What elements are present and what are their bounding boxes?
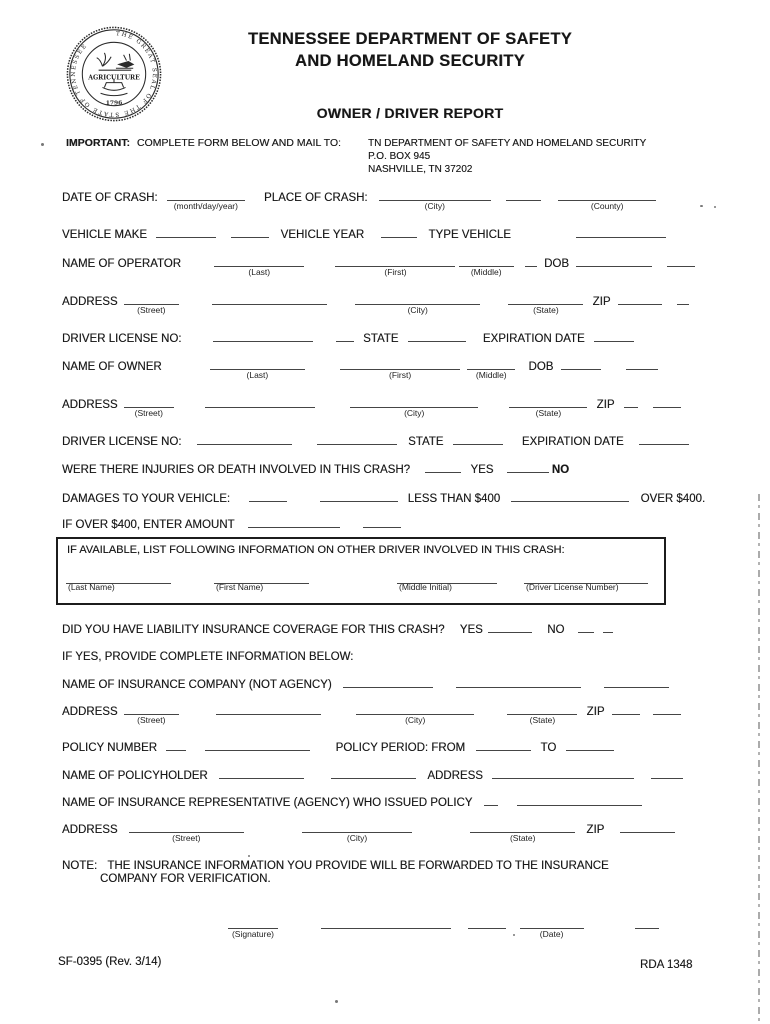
blank-line bbox=[129, 822, 244, 833]
address-label: ADDRESS bbox=[62, 824, 118, 836]
operator-middle-field bbox=[459, 256, 514, 277]
field-row-owner-license bbox=[62, 434, 689, 448]
field-row-insurance-rep bbox=[62, 795, 642, 809]
policyholder-label: NAME OF POLICYHOLDER bbox=[62, 770, 208, 782]
field-row-injuries bbox=[62, 462, 569, 476]
street-field bbox=[124, 704, 179, 725]
blank-line bbox=[302, 822, 412, 833]
if-yes-label: IF YES, PROVIDE COMPLETE INFORMATION BELOW: bbox=[62, 651, 354, 663]
blank-line bbox=[156, 227, 216, 238]
blank-line bbox=[197, 434, 292, 445]
field-row-owner-address bbox=[62, 397, 681, 418]
report-title: OWNER / DRIVER REPORT bbox=[316, 105, 504, 121]
mailing-instruction: COMPLETE FORM BELOW AND MAIL TO: bbox=[136, 137, 341, 149]
blank-line bbox=[612, 704, 640, 715]
policy-number-label: POLICY NUMBER bbox=[62, 742, 158, 754]
city-field bbox=[356, 704, 474, 725]
field-hint: (City) bbox=[424, 201, 445, 211]
to-label: TO bbox=[540, 742, 557, 754]
blank-line bbox=[317, 434, 397, 445]
address-label: ADDRESS bbox=[62, 296, 118, 308]
blank-line bbox=[525, 256, 537, 267]
field-row-owner bbox=[62, 359, 658, 380]
if-over-400-label: IF OVER $400, ENTER AMOUNT bbox=[62, 519, 235, 531]
page-title bbox=[185, 28, 635, 72]
street-field bbox=[124, 397, 174, 418]
blank-line bbox=[363, 517, 401, 528]
blank-line bbox=[624, 397, 638, 408]
address-label: ADDRESS bbox=[62, 706, 118, 718]
other-driver-last-name-field bbox=[66, 571, 171, 592]
street-field bbox=[124, 294, 179, 315]
field-row-policyholder bbox=[62, 768, 683, 782]
owner-dob-label: DOB bbox=[528, 361, 554, 373]
scan-speck bbox=[714, 206, 716, 208]
operator-last-field bbox=[214, 256, 304, 277]
scan-speck bbox=[248, 855, 250, 857]
blank-line bbox=[459, 256, 514, 267]
blank-line bbox=[356, 704, 474, 715]
field-row-damages bbox=[62, 491, 705, 505]
blank-line bbox=[248, 517, 340, 528]
blank-line bbox=[167, 190, 245, 201]
over-400-label: OVER $400. bbox=[640, 493, 706, 505]
field-hint: (State) bbox=[529, 715, 556, 725]
yes-label: YES bbox=[470, 464, 494, 476]
blank-line bbox=[456, 677, 581, 688]
blank-line bbox=[212, 294, 327, 305]
field-row-agency-address bbox=[62, 822, 675, 843]
other-driver-middle-initial-field bbox=[397, 571, 497, 592]
blank-line bbox=[566, 740, 614, 751]
blank-line bbox=[507, 704, 577, 715]
field-hint: (Driver License Number) bbox=[526, 582, 619, 592]
blank-line bbox=[335, 256, 455, 267]
seal-plow-plant-icon bbox=[97, 53, 133, 70]
blank-line bbox=[492, 768, 634, 779]
blank-line bbox=[558, 190, 656, 201]
state-label: STATE bbox=[363, 333, 399, 345]
blank-line bbox=[210, 359, 305, 370]
mailing-instruction-row bbox=[66, 137, 341, 149]
blank-line bbox=[507, 462, 549, 473]
field-row-amount bbox=[62, 517, 401, 531]
field-hint: (First Name) bbox=[216, 582, 264, 592]
dl-no-label: DRIVER LICENSE NO: bbox=[62, 333, 182, 345]
blank-line bbox=[561, 359, 601, 370]
field-row-if-yes bbox=[62, 651, 353, 663]
blank-line bbox=[336, 331, 354, 342]
seal-graphic bbox=[66, 26, 162, 122]
blank-line bbox=[653, 704, 681, 715]
blank-line bbox=[355, 294, 480, 305]
blank-line bbox=[350, 397, 478, 408]
blank-line bbox=[453, 434, 503, 445]
dl-no-label: DRIVER LICENSE NO: bbox=[62, 436, 182, 448]
field-hint: (City) bbox=[346, 833, 368, 843]
injuries-question-label: WERE THERE INJURIES OR DEATH INVOLVED IN THIS CRASH? bbox=[62, 464, 411, 476]
zip-label: ZIP bbox=[586, 824, 605, 836]
blank-line bbox=[618, 294, 662, 305]
field-hint: (Street) bbox=[134, 408, 163, 418]
operator-dob-label: DOB bbox=[544, 258, 569, 270]
street-field bbox=[129, 822, 244, 843]
field-hint: (Last) bbox=[248, 267, 271, 277]
blank-line bbox=[249, 491, 287, 502]
field-row-operator bbox=[62, 256, 695, 277]
expiration-label: EXPIRATION DATE bbox=[521, 436, 624, 448]
blank-line bbox=[604, 677, 669, 688]
other-driver-box-heading: IF AVAILABLE, LIST FOLLOWING INFORMATION ON OTHER DRIVER INVOLVED IN THIS CRASH: bbox=[67, 544, 565, 556]
city-field bbox=[350, 397, 478, 418]
field-hint: (City) bbox=[404, 408, 425, 418]
zip-label: ZIP bbox=[592, 296, 611, 308]
blank-line bbox=[520, 918, 584, 929]
field-hint: (First) bbox=[388, 370, 412, 380]
blank-line bbox=[408, 331, 466, 342]
state-field bbox=[507, 704, 577, 725]
insurance-company-label: NAME OF INSURANCE COMPANY (NOT AGENCY) bbox=[62, 679, 332, 691]
field-hint: (State) bbox=[535, 408, 562, 418]
yes-label: YES bbox=[459, 624, 483, 636]
blank-line bbox=[166, 740, 186, 751]
note-text-line1: THE INSURANCE INFORMATION YOU PROVIDE WILL BE FORWARDED TO THE INSURANCE bbox=[107, 860, 609, 872]
state-field bbox=[508, 294, 583, 315]
note-label: NOTE: bbox=[62, 860, 98, 872]
scan-speck bbox=[513, 934, 515, 936]
state-label: STATE bbox=[408, 436, 444, 448]
seal-year-text: 1796 bbox=[105, 99, 123, 107]
blank-line bbox=[205, 740, 310, 751]
field-hint: (Street) bbox=[172, 833, 201, 843]
expiration-label: EXPIRATION DATE bbox=[482, 333, 585, 345]
blank-line bbox=[231, 227, 269, 238]
blank-line bbox=[667, 256, 695, 267]
field-hint: (Street) bbox=[137, 305, 166, 315]
date-field bbox=[520, 918, 584, 939]
blank-line bbox=[488, 622, 532, 633]
field-hint: (State) bbox=[509, 833, 536, 843]
blank-line bbox=[228, 918, 278, 929]
zip-label: ZIP bbox=[586, 706, 605, 718]
vehicle-year-label: VEHICLE YEAR bbox=[280, 229, 365, 241]
field-row-date-of-crash bbox=[62, 190, 656, 211]
blank-line bbox=[576, 256, 652, 267]
field-row-policy bbox=[62, 740, 614, 754]
form-number: SF-0395 (Rev. 3/14) bbox=[58, 956, 162, 968]
zip-label: ZIP bbox=[596, 399, 615, 411]
blank-line bbox=[124, 294, 179, 305]
blank-line bbox=[343, 677, 433, 688]
city-field bbox=[355, 294, 480, 315]
state-field bbox=[509, 397, 587, 418]
blank-line bbox=[205, 397, 315, 408]
field-row-insurance-company bbox=[62, 677, 669, 691]
blank-line bbox=[677, 294, 689, 305]
important-label: IMPORTANT: bbox=[66, 137, 130, 149]
owner-last-field bbox=[210, 359, 305, 380]
blank-line bbox=[470, 822, 575, 833]
place-of-crash-label: PLACE OF CRASH: bbox=[264, 192, 368, 204]
no-label: NO bbox=[547, 624, 565, 636]
field-hint: (Middle) bbox=[475, 370, 507, 380]
crash-city-field bbox=[379, 190, 491, 211]
other-driver-first-name-field bbox=[214, 571, 309, 592]
owner-first-field bbox=[340, 359, 460, 380]
field-hint: (First) bbox=[384, 267, 407, 277]
operator-label: NAME OF OPERATOR bbox=[62, 258, 182, 270]
blank-line bbox=[484, 795, 498, 806]
field-hint: (Date) bbox=[539, 929, 564, 939]
operator-first-field bbox=[335, 256, 455, 277]
owner-label: NAME OF OWNER bbox=[62, 361, 162, 373]
dept-title-line1: TENNESSEE DEPARTMENT OF SAFETY bbox=[247, 30, 573, 48]
blank-line bbox=[331, 768, 416, 779]
blank-line bbox=[626, 359, 658, 370]
damages-label: DAMAGES TO YOUR VEHICLE: bbox=[62, 493, 231, 505]
blank-line bbox=[506, 190, 541, 201]
mailing-dept: TN DEPARTMENT OF SAFETY AND HOMELAND SECURITY bbox=[368, 138, 647, 149]
mailing-po-box: P.O. BOX 945 bbox=[368, 151, 431, 162]
address-label: ADDRESS bbox=[427, 770, 483, 782]
blank-line bbox=[639, 434, 689, 445]
blank-line bbox=[509, 397, 587, 408]
mailing-city-state-zip: NASHVILLE, TN 37202 bbox=[368, 164, 473, 175]
less-than-400-label: LESS THAN $400 bbox=[407, 493, 501, 505]
scan-artifact-vertical-line bbox=[758, 494, 760, 1024]
note-text-line2: COMPANY FOR VERIFICATION. bbox=[100, 873, 271, 885]
crash-county-field bbox=[558, 190, 656, 211]
field-hint: (County) bbox=[590, 201, 624, 211]
field-row-operator-address bbox=[62, 294, 689, 315]
other-driver-info-box bbox=[56, 537, 666, 605]
insurance-rep-label: NAME OF INSURANCE REPRESENTATIVE (AGENCY) WHO ISSUED POLICY bbox=[62, 797, 473, 809]
field-hint: (City) bbox=[407, 305, 428, 315]
blank-line bbox=[216, 704, 321, 715]
date-of-crash-field bbox=[167, 190, 245, 211]
blank-line bbox=[651, 768, 683, 779]
tennessee-state-seal bbox=[66, 26, 162, 122]
date-of-crash-label: DATE OF CRASH: bbox=[62, 192, 158, 204]
scan-speck bbox=[41, 143, 44, 146]
blank-line bbox=[511, 491, 629, 502]
field-row-insurance-address bbox=[62, 704, 681, 725]
blank-line bbox=[219, 768, 304, 779]
blank-line bbox=[425, 462, 461, 473]
address-label: ADDRESS bbox=[62, 399, 118, 411]
blank-line bbox=[635, 918, 659, 929]
blank-line bbox=[603, 622, 613, 633]
state-field bbox=[470, 822, 575, 843]
type-vehicle-label: TYPE VEHICLE bbox=[428, 229, 511, 241]
rda-number: RDA 1348 bbox=[640, 959, 693, 971]
city-field bbox=[302, 822, 412, 843]
blank-line bbox=[468, 918, 506, 929]
blank-line bbox=[340, 359, 460, 370]
blank-line bbox=[214, 256, 304, 267]
field-row-liability bbox=[62, 622, 613, 636]
signature-row bbox=[228, 918, 659, 939]
blank-line bbox=[321, 918, 451, 929]
seal-agriculture-text: AGRICULTURE bbox=[88, 74, 140, 82]
field-hint: (month/day/year) bbox=[173, 201, 238, 211]
seal-boat-icon bbox=[101, 79, 128, 96]
field-hint: (Street) bbox=[137, 715, 166, 725]
blank-line bbox=[594, 331, 634, 342]
policy-period-from-label: POLICY PERIOD: FROM bbox=[335, 742, 466, 754]
blank-line bbox=[320, 491, 398, 502]
dept-title-line2: AND HOMELAND SECURITY bbox=[295, 52, 525, 70]
field-hint: (City) bbox=[405, 715, 426, 725]
field-hint: (Middle Initial) bbox=[399, 582, 452, 592]
blank-line bbox=[476, 740, 531, 751]
blank-line bbox=[517, 795, 642, 806]
field-row-vehicle bbox=[62, 227, 666, 241]
field-row-operator-license bbox=[62, 331, 634, 345]
blank-line bbox=[578, 622, 594, 633]
field-hint: (Middle) bbox=[470, 267, 502, 277]
vehicle-make-label: VEHICLE MAKE bbox=[62, 229, 147, 241]
scan-speck bbox=[700, 205, 703, 207]
blank-line bbox=[379, 190, 491, 201]
other-driver-license-number-field bbox=[524, 571, 648, 592]
signature-field bbox=[228, 918, 278, 939]
blank-line bbox=[653, 397, 681, 408]
blank-line bbox=[124, 704, 179, 715]
note-row-line2 bbox=[100, 873, 271, 885]
blank-line bbox=[620, 822, 675, 833]
scan-speck bbox=[335, 1000, 338, 1003]
field-hint: (Signature) bbox=[231, 929, 275, 939]
liability-question-label: DID YOU HAVE LIABILITY INSURANCE COVERAGE FOR THIS CRASH? bbox=[62, 624, 445, 636]
field-hint: (State) bbox=[533, 305, 559, 315]
field-hint: (Last) bbox=[246, 370, 269, 380]
blank-line bbox=[576, 227, 666, 238]
owner-middle-field bbox=[467, 359, 515, 380]
blank-line bbox=[381, 227, 417, 238]
note-row bbox=[62, 860, 609, 872]
field-hint: (Last Name) bbox=[68, 582, 115, 592]
blank-line bbox=[467, 359, 515, 370]
seal-ring-text: THE GREAT SEAL OF THE STATE OF TENNESSEE bbox=[71, 31, 157, 117]
blank-line bbox=[124, 397, 174, 408]
blank-line bbox=[508, 294, 583, 305]
blank-line bbox=[213, 331, 313, 342]
no-label: NO bbox=[551, 464, 570, 476]
